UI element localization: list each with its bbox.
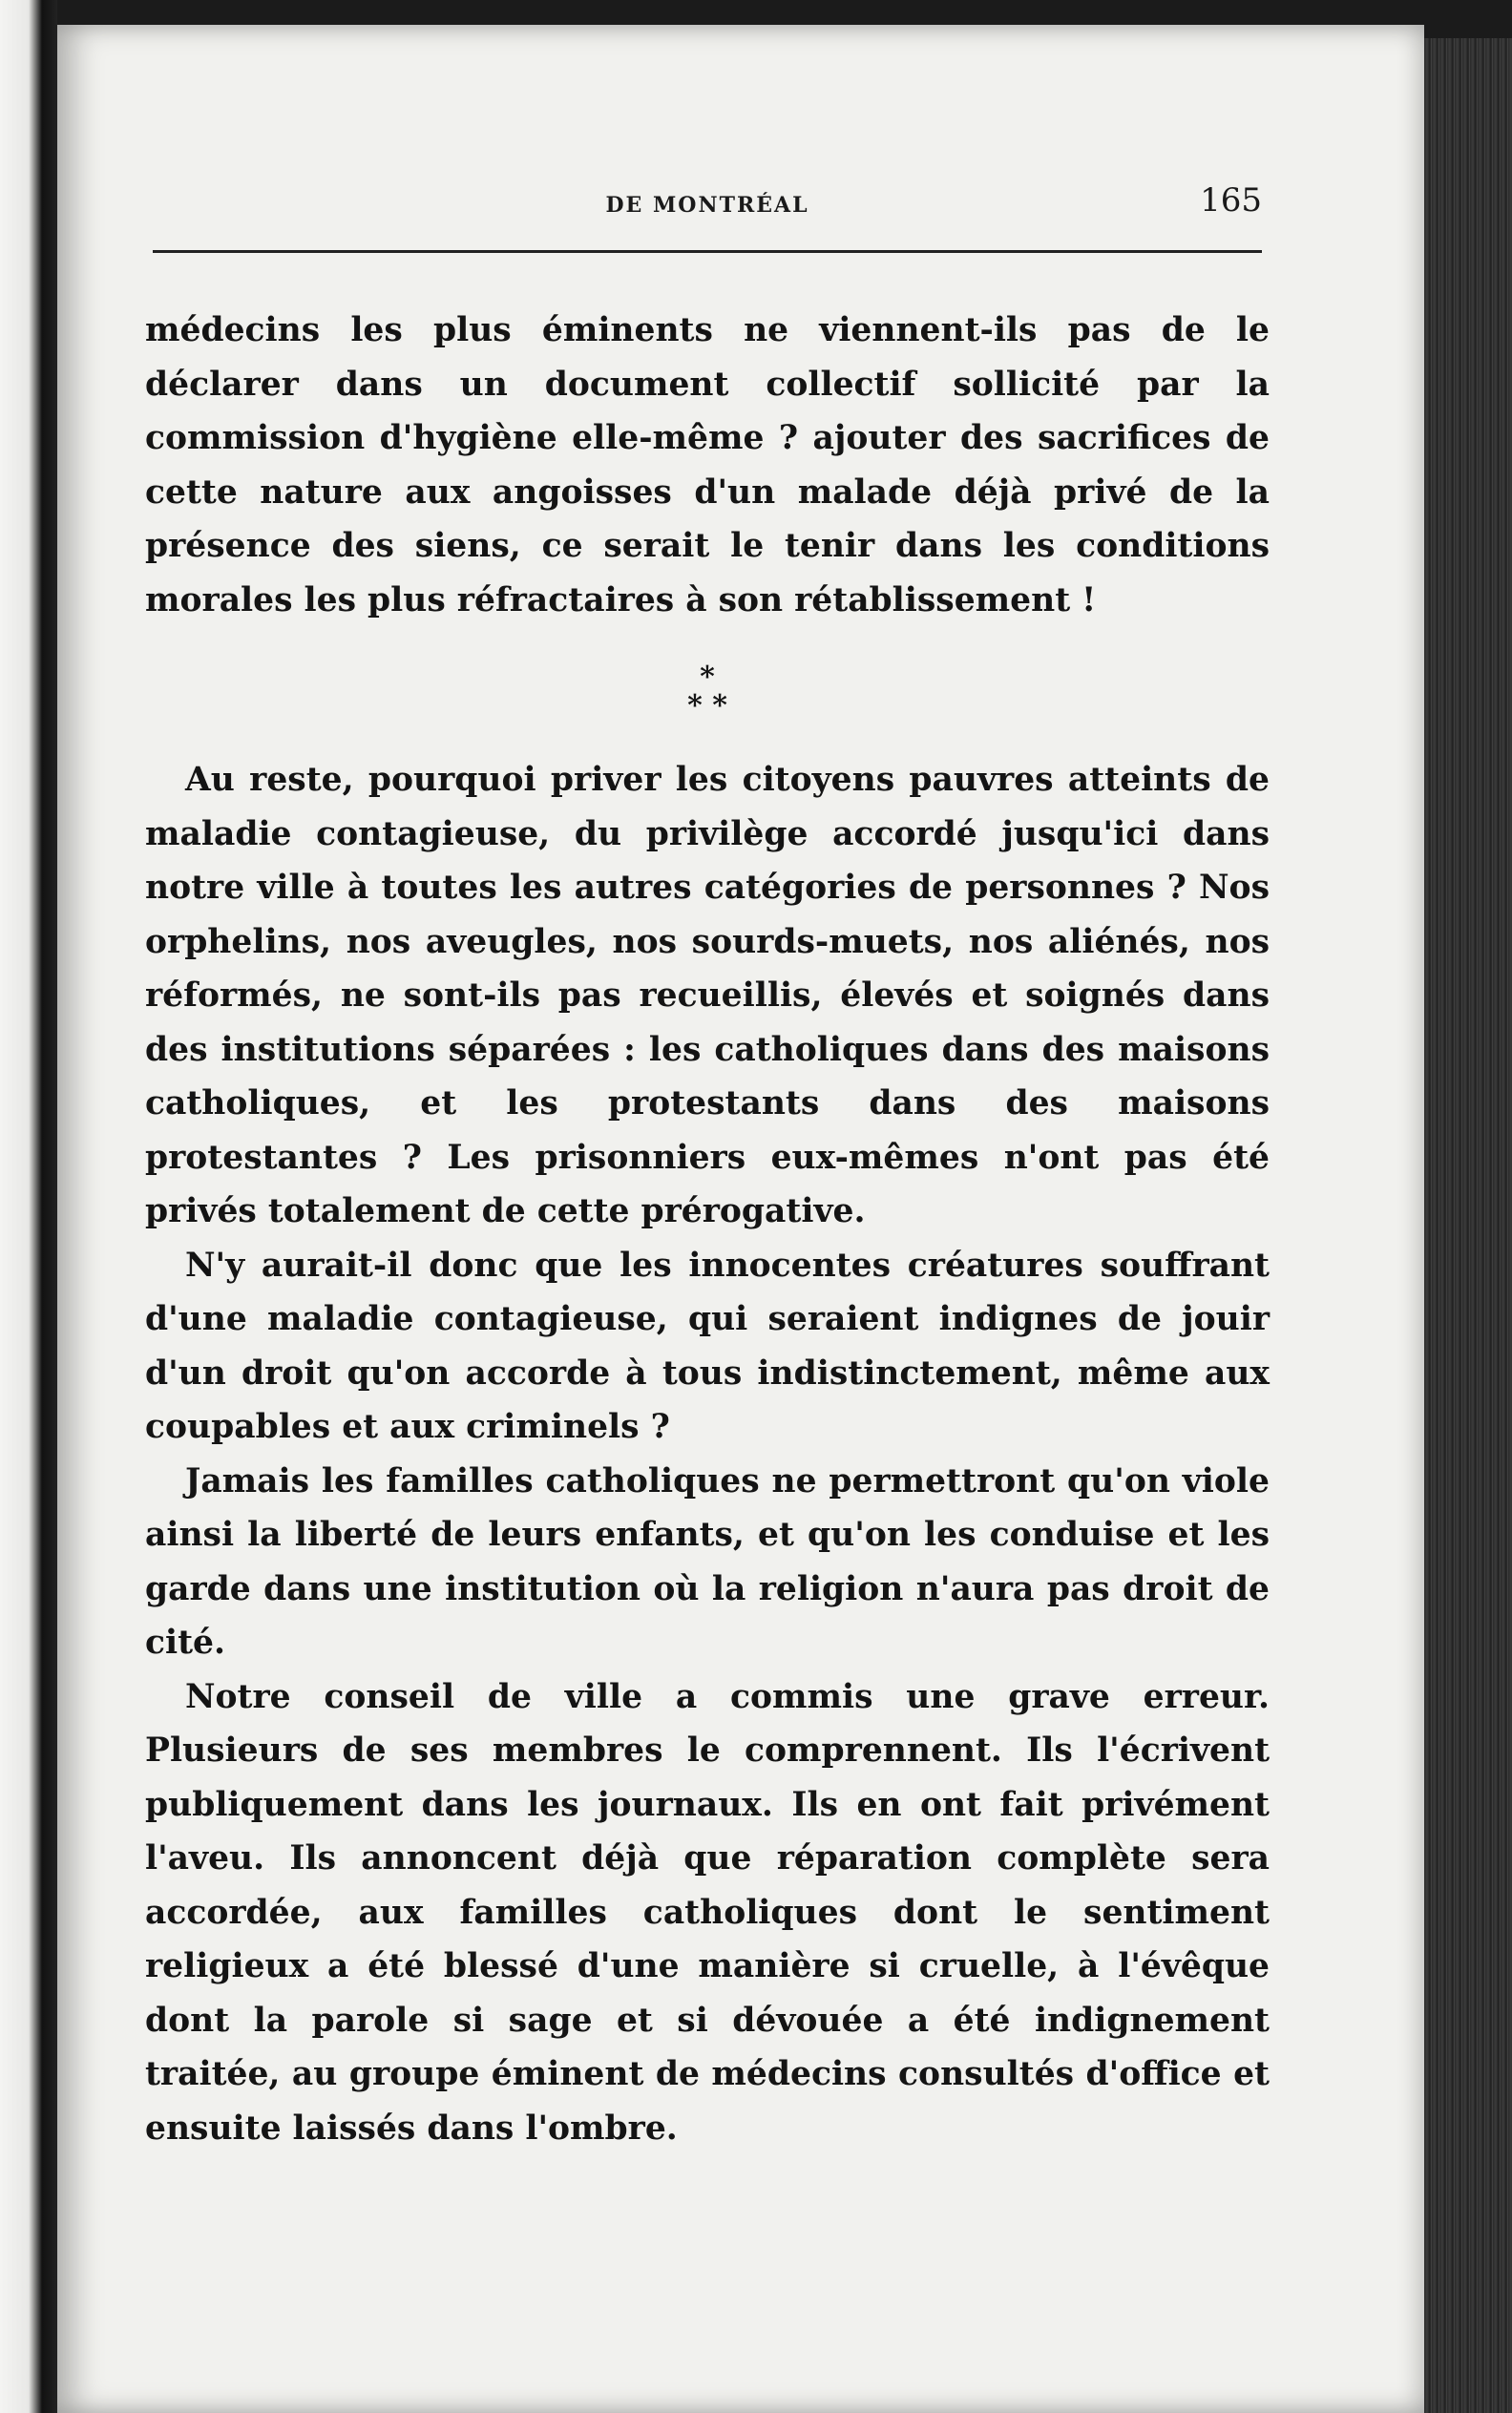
section-separator (145, 639, 1270, 742)
paragraph: Au reste, pourquoi priver les citoyens pauvres atteints de maladie contagieuse, du privilège accordé jusqu'ici dans notre ville à toutes les autres catégories de personnes ? Nos orphelins, nos aveugles, nos sourds-muets, nos aliénés, nos réformés, ne sont-ils pas recueillis, élevés et soignés dans des institutions séparées : les catholiques dans des maisons catholiques, et les protestants dans des maisons protestantes ? Les prisonniers eux-mêmes n'ont pas été privés totalement de cette prérogative. (145, 761, 1270, 1230)
page-header (153, 181, 1262, 231)
facing-page-edge (0, 0, 57, 2413)
running-head: DE MONTRÉAL (605, 193, 809, 218)
body-text (145, 304, 1270, 2155)
page-number: 165 (1200, 181, 1262, 220)
paragraph: médecins les plus éminents ne viennent-ils pas de le déclarer dans un document collectif sollicité par la commission d'hygiène elle-même ? ajouter des sacrifices de cette nature aux angoisses d'un malade déjà privé de la présence des siens, ce serait le tenir dans les conditions morales les plus réfractaires à son rétablissement ! (145, 311, 1270, 619)
paragraph: Jamais les familles catholiques ne permettront qu'on viole ainsi la liberté de leurs enfants, et qu'on les conduise et les garde dans une institution où la religion n'aura pas droit de cité. (145, 1461, 1270, 1662)
book-page-edges (1424, 38, 1512, 2413)
header-rule (153, 250, 1262, 253)
asterism: * * * (687, 661, 727, 723)
paragraph: Notre conseil de ville a commis une grave erreur. Plusieurs de ses membres le comprennent. Ils l'écrivent publiquement dans les journaux. Ils en ont fait privément l'aveu. Ils annoncent déjà que réparation complète sera accordée, aux familles catholiques dont le sentiment religieux a été blessé d'une manière si cruelle, à l'évêque dont la parole si sage et si dévouée a été indignement traitée, au groupe éminent de médecins consultés d'office et ensuite laissés dans l'ombre. (145, 1677, 1270, 2148)
paragraph: N'y aurait-il donc que les innocentes créatures souffrant d'une maladie contagieuse, qui seraient indignes de jouir d'un droit qu'on accorde à tous indistinctement, même aux coupables et aux criminels ? (145, 1246, 1270, 1446)
